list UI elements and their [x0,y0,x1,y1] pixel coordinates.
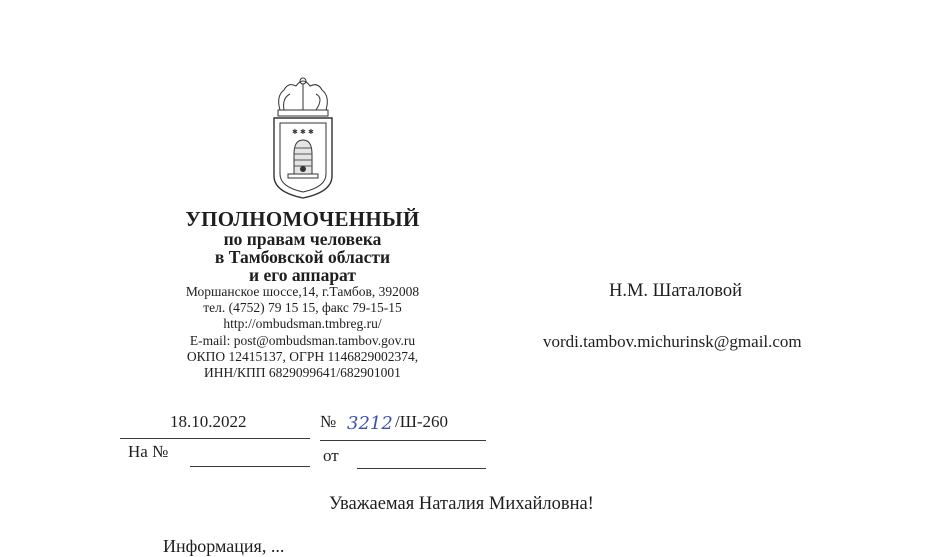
phone-line: тел. (4752) 79 15 15, факс 79-15-15 [203,300,402,316]
letter-body-start: Информация, ... [163,536,285,556]
outgoing-date: 18.10.2022 [170,412,247,431]
coat-of-arms-icon [266,76,340,202]
org-title: УПОЛНОМОЧЕННЫЙ [185,207,420,231]
org-subtitle-line: в Тамбовской области [214,247,391,267]
svg-text:✱: ✱ [308,128,314,136]
okpo-ogrn-line: ОКПО 12415137, ОГРН 1146829002374, [186,348,419,364]
outgoing-number-suffix: /Ш-260 [395,412,449,431]
inn-kpp-line: ИНН/КПП 6829099641/682901001 [204,365,401,381]
org-subtitle [120,230,485,284]
salutation: Уважаемая Наталия Михайловна! [329,494,594,514]
org-subtitle-line: по правам человека [223,229,382,249]
number-underline [320,440,486,441]
reference-number-label: На № [128,442,169,461]
website-line: http://ombudsman.tmbreg.ru/ [223,316,382,332]
outgoing-number-handwritten: 3212 [347,413,393,434]
reference-number-underline [190,466,310,467]
org-subtitle-line: и его аппарат [249,265,356,285]
org-contact-info [120,284,485,381]
recipient-email: vordi.tambov.michurinsk@gmail.com [543,332,802,351]
address-line: Моршанское шоссе,14, г.Тамбов, 392008 [185,284,420,299]
date-underline [120,438,310,439]
recipient-name: Н.М. Шаталовой [609,281,743,301]
email-line: E-mail: post@ombudsman.tambov.gov.ru [189,332,416,348]
svg-text:✱: ✱ [292,128,298,136]
reference-date-underline [357,468,486,469]
letterhead [120,208,485,381]
svg-text:✱: ✱ [300,128,306,136]
outgoing-number-label: № [320,412,337,431]
reference-date-label: от [323,446,339,465]
